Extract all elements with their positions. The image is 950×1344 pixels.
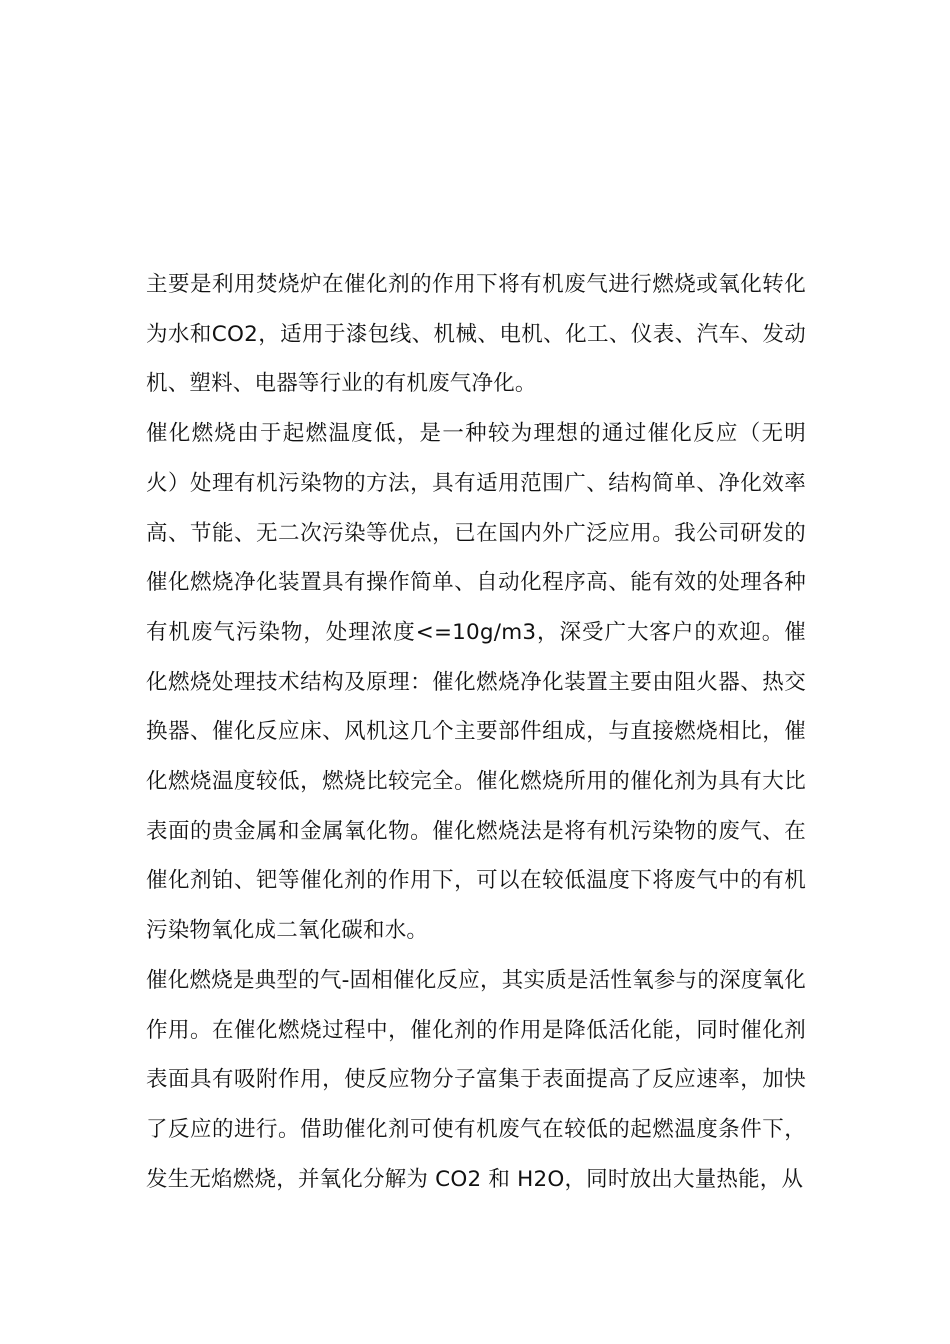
document-body xyxy=(146,260,806,1204)
paragraph-3: 催化燃烧是典型的气-固相催化反应，其实质是活性氧参与的深度氧化作用。在催化燃烧过程中，催化剂的作用是降低活化能，同时催化剂表面具有吸附作用，使反应物分子富集于表面提高了反应速率，加快了反应的进行。借助催化剂可使有机废气在较低的起燃温度条件下，发生无焰燃烧，并氧化分解为 CO2 和 H2O，同时放出大量热能，从 xyxy=(146,967,806,1192)
paragraph-1: 主要是利用焚烧炉在催化剂的作用下将有机废气进行燃烧或氧化转化为水和CO2，适用于漆包线、机械、电机、化工、仪表、汽车、发动机、塑料、电器等行业的有机废气净化。 xyxy=(146,272,806,397)
paragraph-2: 催化燃烧由于起燃温度低，是一种较为理想的通过催化反应（无明火）处理有机污染物的方法，具有适用范围广、结构简单、净化效率高、节能、无二次污染等优点，已在国内外广泛应用。我公司研发的催化燃烧净化装置具有操作简单、自动化程序高、能有效的处理各种有机废气污染物，处理浓度<=10g/m3，深受广大客户的欢迎。催化燃烧处理技术结构及原理：催化燃烧净化装置主要由阻火器、热交换器、催化反应床、风机这几个主要部件组成，与直接燃烧相比，催化燃烧温度较低，燃烧比较完全。催化燃烧所用的催化剂为具有大比表面的贵金属和金属氧化物。催化燃烧法是将有机污染物的废气、在催化剂铂、钯等催化剂的作用下，可以在较低温度下将废气中的有机污染物氧化成二氧化碳和水。 xyxy=(146,421,806,944)
